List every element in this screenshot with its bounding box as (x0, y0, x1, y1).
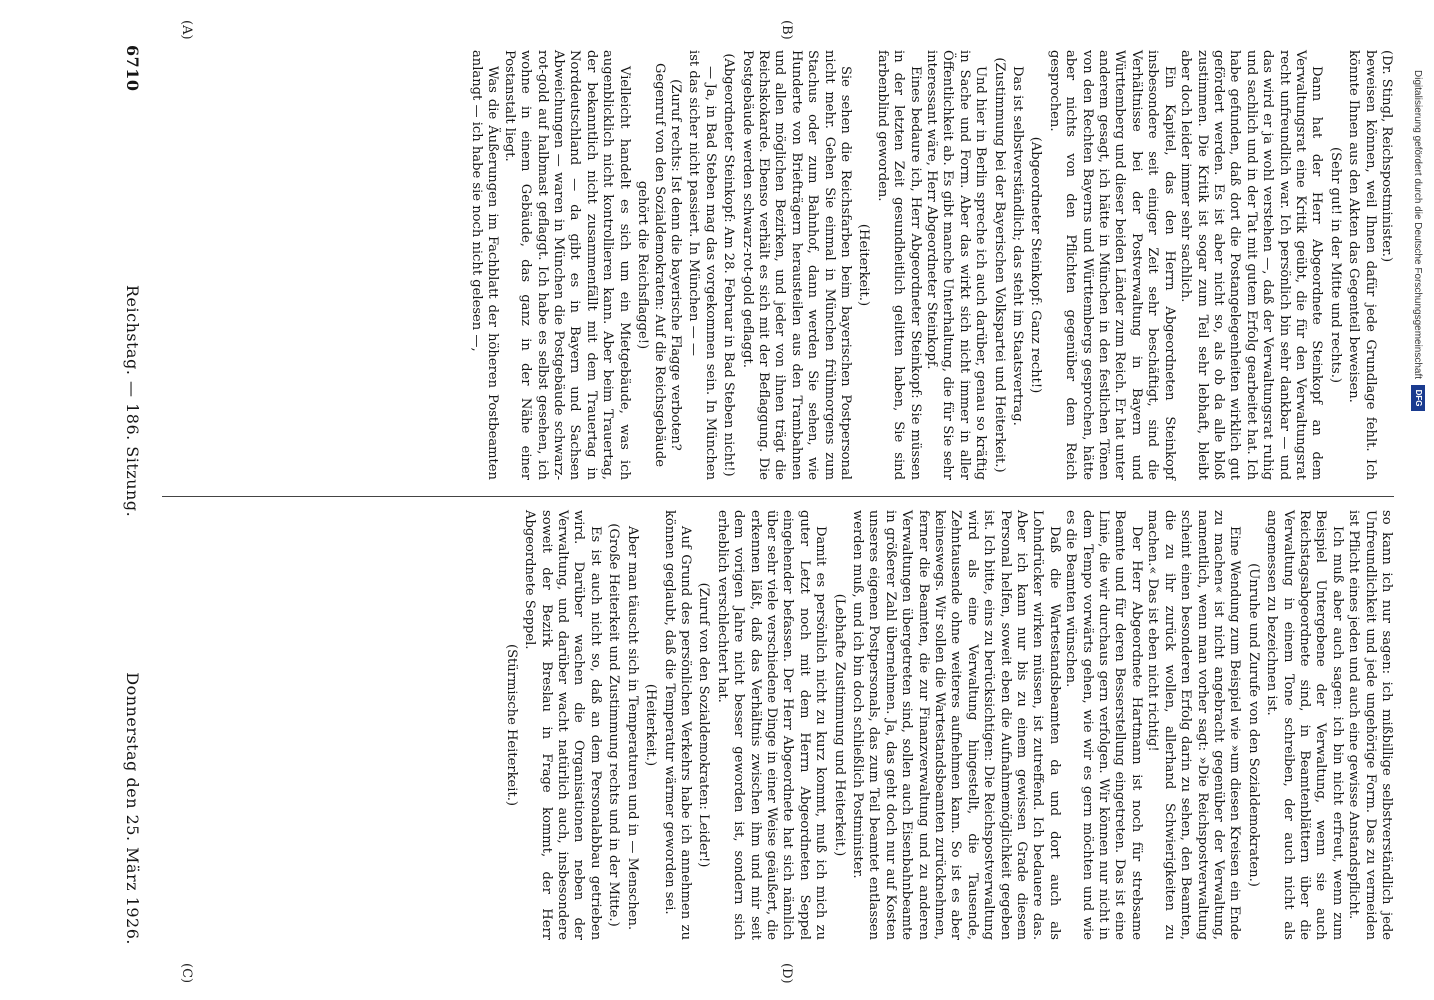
paragraph: Ein Kapitel, das den Herrn Abgeordneten Steinkopf insbesondere seit einiger Zeit sehr beschäftigt, sind die Verhältnisse bei der Postverwaltung in Bayern und Württemberg und dieser beiden Länder zum Reich. Er hat unter anderem gesagt, ich hätte in München in den festlichen Tönen von den Rechten Bayerns und Württembergs gesprochen, hätte aber nichts von den Pflichten gegenüber dem Reich gesprochen. (1046, 50, 1177, 480)
paragraph: Vielleicht handelt es sich um ein Mietgebäude, was ich augenblicklich nicht kontrollieren kann. Aber beim Trauertag, der bekanntlich nicht zusammenfällt mit dem Trauertag in Norddeutschland — da gibt es in Bayern und Sachsen Abweichungen — waren in München die Postgebäude schwarz-rot-gold auf halbmast geflaggt. Ich habe es selbst gesehen, ich wohne in einem Gebäude, das ganz in der Nähe einer Postanstalt liegt. (501, 50, 632, 480)
paragraph: Eines bedaure ich, Herr Abgeordneter Steinkopf: Sie müssen in der letzten Zeit gesundheitlich gelitten haben, Sie sind farbenblind geworden. (874, 50, 923, 480)
paragraph: Was die Äußerungen im Fachblatt der höheren Postbeamten anlangt — ich habe sie noch nicht gelesen —, (469, 50, 501, 480)
paragraph: Auf Grund des persönlichen Verkehrs habe ich annehmen zu können geglaubt, daß die Temperatur wärmer geworden sei. (661, 510, 693, 940)
interjection: (Unruhe und Zurufe von den Sozialdemokraten.) (1245, 563, 1261, 887)
margin-letter-b: (B) (779, 20, 794, 40)
footer-text: Digitalisierung gefördert durch die Deutsche Forschungsgemeinschaft (1412, 70, 1424, 380)
paragraph: Eine Wendung zum Beispiel wie »um diesen Kreisen ein Ende zu machen« ist nicht angebracht gegenüber der Verwaltung, namentlich, wenn man vorher sagt: »Die Reichspostverwaltung scheint einen besonderen Erfolg darin zu sehen, den Beamten, die zu ihr zurück wollen, allerhand Schwierigkeiten zu machen.« Das ist eben nicht richtig! (1145, 510, 1243, 940)
paragraph: so kann ich nur sagen: ich mißbillige selbstverständlich jede Unfreundlichkeit und jede ungehörige Form. Das zu vermeiden ist Pflicht eines jeden und auch eine gewisse Anstandspflicht. (1346, 510, 1394, 940)
interjection: (Abgeordneter Steinkopf: Am 28. Februar in Bad Steben nicht!) (721, 53, 737, 477)
paragraph: Damit es persönlich nicht zu kurz kommt, muß ich mich zu guter Letzt noch mit dem Herrn Abgeordneten Seppel eingehender befassen. Der Herr Abgeordnete hat sich nämlich über sehr viele verschiedene Dinge in einer Weise geäußert, die erkennen läßt, daß das Verhältnis zwischen ihm und mir seit dem vorigen Jahre nicht besser geworden ist, sondern sich erheblich verschlechtert hat. (714, 510, 829, 940)
paragraph: Daß die Wartestandsbeamten da und dort auch als Lohndrücker wirken müssen, ist zutreffend. Ich bedauere das. Aber ich kann nur bis zu einem gewissen Grade diesem Personal helfen, soweit eben die Aufnahmemöglichkeit gegeben ist. Ich bitte, eins zu berücksichtigen: Die Reichspostverwaltung wird als eine Verwaltung hingestellt, die Tausende, Zehntausende ohne weiteres aufnehmen kann. So ist es aber keineswegs. Wir sollen die Wartestandsbeamten zurücknehmen, ferner die Beamten, die zur Finanzverwaltung und zu anderen Verwaltungen übergetreten sind, sollen auch Eisenbahnbeamte in größerer Zahl übernehmen. Ja, das geht doch nur auf Kosten unseres eigenen Postpersonals, das zum Teil beamtet entlassen werden muß, und ich bin doch schließlich Postminister. (850, 510, 1062, 940)
page-header (114, 45, 144, 945)
right-column (500, 510, 1394, 940)
left-column (468, 50, 1394, 480)
paragraph: Dann hat der Herr Abgeordnete Steinkopf an dem Verwaltungsrat eine Kritik geübt, die für den Verwaltungsrat recht unfreundlich war. Ich persönlich bin sehr dankbar — und das wird er ja wohl verstehen —, daß der Verwaltungsrat ruhig und sachlich und in der Tat mit gutem Erfolg gearbeitet hat. Ich habe gefunden, daß dort die Postangelegenheiten wirklich gut gefördert werden. Es ist aber nicht so, als ob da alle bloß zustimmen. Die Kritik ist sogar zum Teil sehr lebhaft, bleibt aber doch leider immer sehr sachlich. (1178, 50, 1325, 480)
column-divider (162, 496, 1394, 497)
header-date: Donnerstag den 25. März 1926. (123, 672, 142, 945)
paragraph: — Ja, in Bad Steben mag das vorgekommen sein. In München ist das sicher nicht passiert. In München — — (686, 50, 718, 480)
interjection: (Abgeordneter Steinkopf: Ganz recht!) (1028, 136, 1044, 394)
paragraph: (Dr. Stingl, Reichspostminister.) (1379, 50, 1394, 263)
margin-letter-a: (A) (179, 20, 194, 40)
interjection: (Lebhafte Zustimmung und Heiterkeit.) (831, 593, 847, 857)
paragraph: Sie sehen die Reichsfarben beim bayerischen Postpersonal nicht mehr. Gehen Sie einmal in München frühmorgens zum Stachus oder zum Bahnhof, dann werden Sie sehen, wie Hunderte von Briefträgern herausteilen aus den Trambahnen und allen möglichen Bezirken, und jeder von ihnen trägt die Reichskokarde. Ebenso verhält es sich mit der Beflaggung. Die Postgebäude werden schwarz-rot-gold geflaggt. (739, 50, 853, 480)
paragraph: Aber man täuscht sich in Temperaturen und in — Menschen. (624, 526, 640, 931)
interjection: (Stürmische Heiterkeit.) (503, 643, 519, 807)
header-session: Reichstag. — 186. Sitzung. (123, 285, 142, 518)
page-number: 6710 (123, 45, 142, 92)
interjection: (Zuruf rechts: Ist denn die bayerische Flagge verboten? Gegenruf von den Sozialdemokraten: Auf die Reichsgebäude gehört die Reichsflagge!) (635, 63, 683, 467)
paragraph: Und hier in Berlin spreche ich auch darüber, genau so kräftig in Sache und Form. Aber das wirkt sich nicht immer in aller Öffentlichkeit ab. Es gibt manche Unterhaltung, die für Sie sehr interessant wäre, Herr Abgeordneter Steinkopf. (924, 50, 989, 480)
interjection: (Heiterkeit.) (856, 223, 872, 307)
interjection: (Sehr gut! in der Mitte und rechts.) (1327, 147, 1343, 383)
margin-letter-d: (D) (779, 963, 794, 984)
interjection: (Große Heiterkeit und Zustimmung rechts und in der Mitte.) (606, 523, 622, 927)
paragraph: Der Herr Abgeordnete Hartmann ist noch für strebsame Beamte und für deren Besserstellung eingetreten. Das ist eine Linie, die wir durchaus gern verfolgen. Wir können nur nicht in dem Tempo vorwärts gehen, wie wir es gern möchten und wie es die Beamten wünschen. (1063, 510, 1144, 940)
margin-letter-c: (C) (179, 963, 194, 984)
paragraph: Das ist selbstverständlich; das steht im Staatsvertrag. (1010, 66, 1026, 426)
interjection: (Heiterkeit.) (643, 683, 659, 767)
paragraph: beweisen können, weil Ihnen dafür jede Grundlage fehlt. Ich könnte Ihnen aus den Akten das Gegenteil beweisen. (1346, 50, 1378, 480)
paragraph: Es ist auch nicht so, daß an dem Personalabbau getrieben wird. Darüber wachen die Organisationen neben der Verwaltung, und darüber wacht natürlich auch, insbesondere soweit der Bezirk Breslau in Frage kommt, der Herr Abgeordnete Seppel. (522, 510, 603, 940)
interjection: (Zustimmung bei der Bayerischen Volkspartei und Heiterkeit.) (991, 57, 1007, 473)
dfg-logo: DFG (1411, 385, 1425, 411)
interjection: (Zuruf von den Sozialdemokraten: Leider!) (696, 582, 712, 868)
paragraph: Ich muß aber auch sagen: ich bin nicht erfreut, wenn zum Beispiel Untergebene der Verwaltung, wenn sie auch Reichstagsabgeordnete sind, in Beamtenblättern über die Verwaltung in einem Tone schreiben, der auch nicht als angemessen zu bezeichnen ist. (1264, 510, 1345, 940)
digitization-footer (1410, 70, 1426, 930)
